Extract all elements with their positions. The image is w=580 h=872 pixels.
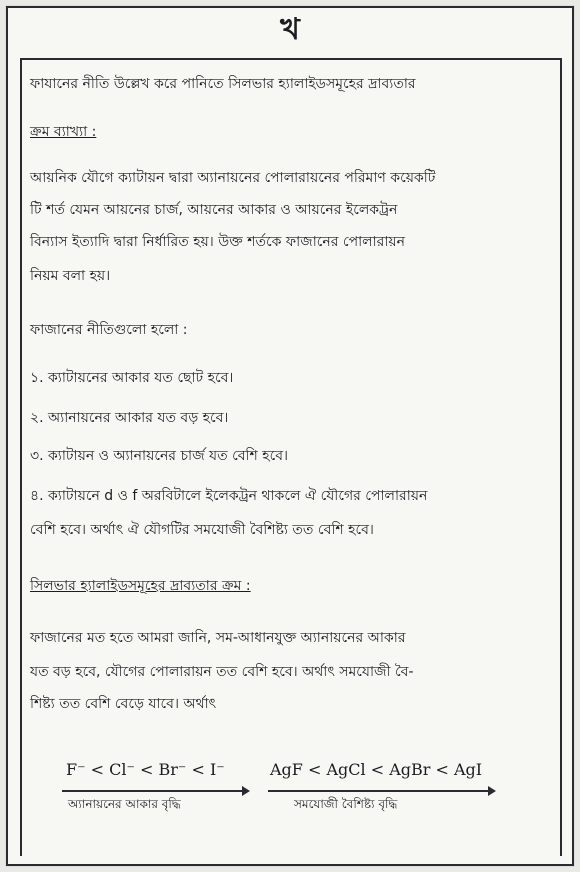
paragraph-line-3: বিন্যাস ইত্যাদি দ্বারা নির্ধারিত হয়। উক্ত শর্তকে ফাজানের পোলারায়ন — [30, 234, 405, 250]
order-line-2: যত বড় হবে, যৌগের পোলারায়ন তত বেশি হবে। অর্থাৎ সমযোজী বৈ- — [30, 664, 414, 680]
paragraph-line-4: নিয়ম বলা হয়। — [30, 268, 111, 284]
question-line-2: ক্রম ব্যাখ্যা : — [30, 124, 97, 140]
rule-item: ৪. ক্যাটায়নে d ও f অরবিটালে ইলেকট্রন থাকলে ঐ যৌগের পোলারায়ন — [30, 488, 428, 504]
rules-heading: ফাজানের নীতিগুলো হলো : — [30, 322, 188, 338]
right-margin-rule — [560, 58, 562, 856]
section-letter: খ — [280, 12, 300, 47]
rule-item: ১. ক্যাটায়নের আকার যত ছোট হবে। — [30, 370, 234, 386]
top-rule — [20, 58, 560, 60]
left-margin-rule — [20, 58, 22, 856]
covalent-label: সমযোজী বৈশিষ্ট্য বৃদ্ধি — [294, 797, 398, 811]
paragraph-line-2: টি শর্ত যেমন আয়নের চার্জ, আয়নের আকার ও আয়নের ইলেকট্রন — [30, 202, 398, 218]
order-line-3: শিষ্ট্য তত বেশি বেড়ে যাবে। অর্থাৎ — [30, 696, 217, 712]
order-line-1: ফাজানের মত হতে আমরা জানি, সম-আধানযুক্ত অ্যানায়নের আকার — [30, 630, 406, 646]
anion-size-order: F⁻ < Cl⁻ < Br⁻ < I⁻ — [66, 760, 225, 779]
anion-size-label: অ্যানায়নের আকার বৃদ্ধি — [68, 797, 181, 811]
covalent-arrow — [268, 790, 494, 792]
covalent-order: AgF < AgCl < AgBr < AgI — [270, 760, 483, 779]
question-line-1: ফাযানের নীতি উল্লেখ করে পানিতে সিলভার হ্যালাইডসমূহের দ্রাব্যতার — [30, 76, 416, 92]
rule-item: ২. অ্যানায়নের আকার যত বড় হবে। — [30, 410, 229, 426]
rule-item-continuation: বেশি হবে। অর্থাৎ ঐ যৌগটির সমযোজী বৈশিষ্ট্য তত বেশি হবে। — [30, 522, 374, 538]
paragraph-line-1: আয়নিক যৌগে ক্যাটায়ন দ্বারা অ্যানায়নের পোলারায়নের পরিমাণ কয়েকটি — [30, 170, 436, 186]
order-heading: সিলভার হ্যালাইডসমূহের দ্রাব্যতার ক্রম : — [30, 578, 251, 594]
answer-sheet — [6, 6, 574, 866]
rule-item: ৩. ক্যাটায়ন ও অ্যানায়নের চার্জ যত বেশি হবে। — [30, 448, 289, 464]
anion-size-arrow — [62, 790, 248, 792]
